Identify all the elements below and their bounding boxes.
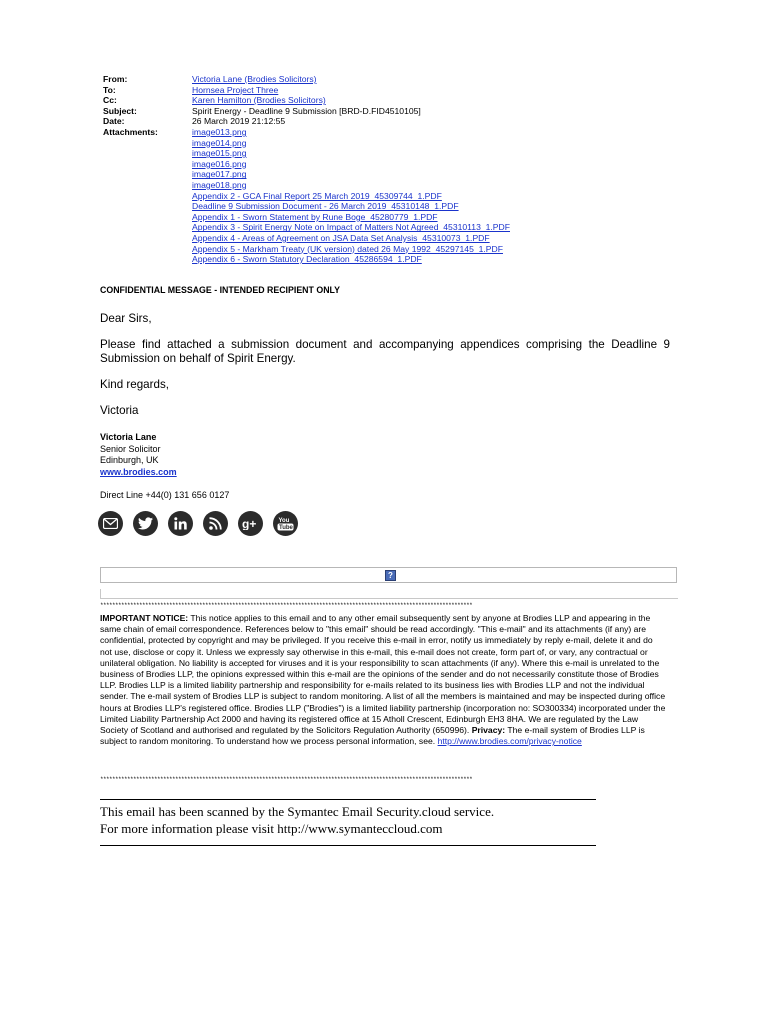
- message-body: [100, 312, 670, 418]
- attachment-link[interactable]: Appendix 3 - Spirit Energy Note on Impact of Matters Not Agreed_45310113_1.PDF: [192, 222, 510, 233]
- scan-line-2: For more information please visit http://www.symanteccloud.com: [100, 821, 443, 836]
- attachment-link[interactable]: image013.png: [192, 126, 247, 137]
- header-from-row: [103, 74, 703, 85]
- notice-heading: IMPORTANT NOTICE:: [100, 613, 189, 623]
- rss-icon[interactable]: [203, 511, 228, 536]
- svg-text:You: You: [278, 518, 290, 524]
- social-icons: [98, 511, 298, 536]
- to-link[interactable]: Hornsea Project Three: [192, 84, 279, 95]
- attachments-label: Attachments:: [103, 126, 158, 137]
- email-icon[interactable]: [98, 511, 123, 536]
- attachment-link[interactable]: image015.png: [192, 148, 247, 159]
- subject-value: Spirit Energy - Deadline 9 Submission [BRD-D.FID4510105]: [192, 105, 421, 116]
- stars-divider-bottom: ****************************************************************************************************************************: [100, 776, 473, 783]
- greeting: Dear Sirs,: [100, 312, 152, 325]
- privacy-link[interactable]: http://www.brodies.com/privacy-notice: [437, 736, 582, 747]
- header-date-row: [103, 116, 703, 127]
- notice-text: This notice applies to this email and to any other email subsequently sent by anyone at Brodies LLP and appearing in the same chain of email correspondence. References below to "this email" should be read accordingly. "This e-mail" and its attachments (if any) are confidential, protected by copyright and may be privileged. If you receive this e-mail in error, notify us immediately by reply e-mail, delete it and do not use, disclose or copy it. Unless we expressly say otherwise in this e-mail, this e-mail does not create, form part of, or vary, any contractual or unilateral obligation. No liability is accepted for viruses and it is your responsibility to scan attachments (if any). Where this e-mail is unrelated to the business of Brodies LLP, the opinions expressed within this e-mail are the opinions of the sender and do not necessarily constitute those of Brodies LLP. Brodies LLP is a limited liability partnership and responsibility for e-mails related to its business lies with Brodies LLP and not the individual sender. The e-mail system of Brodies LLP is subject to random monitoring. A list of all the members is maintained and may be inspected during office hours at Brodies LLP's registered office. Brodies LLP ("Brodies") is a limited liability partnership (incorporation no: SO300334) incorporated under the Limited Liability Partnership Act 2000 and having its registered office at 15 Atholl Crescent, Edinburgh EH3 8HA. We are regulated by the Law Society of Scotland and authorised and regulated by the Solicitors Regulation Authority (650996).: [100, 613, 666, 736]
- signature-title: Senior Solicitor: [100, 443, 161, 454]
- closing: Kind regards,: [100, 378, 169, 391]
- signoff: Victoria: [100, 404, 139, 417]
- broken-image-icon: ?: [385, 570, 396, 581]
- attachment-link[interactable]: Appendix 4 - Areas of Agreement on JSA Data Set Analysis_45310073_1.PDF: [192, 232, 490, 243]
- attachments-list: [192, 127, 703, 265]
- separator-line: [100, 845, 596, 846]
- attachment-link[interactable]: Appendix 1 - Sworn Statement by Rune Boge_45280779_1.PDF: [192, 211, 438, 222]
- attachment-link[interactable]: Appendix 5 - Markham Treaty (UK version) dated 26 May 1992_45297145_1.PDF: [192, 243, 503, 254]
- header-subject-row: [103, 106, 703, 117]
- stars-divider-top: ****************************************************************************************************************************: [100, 602, 473, 609]
- linkedin-icon[interactable]: [168, 511, 193, 536]
- attachment-link[interactable]: image016.png: [192, 158, 247, 169]
- attachment-link[interactable]: image014.png: [192, 137, 247, 148]
- youtube-icon[interactable]: [273, 511, 298, 536]
- attachment-link[interactable]: image018.png: [192, 179, 247, 190]
- privacy-text: The e-mail system of Brodies LLP is subject to random monitoring. To understand how we process personal information, see.: [100, 725, 645, 747]
- email-header: [103, 74, 703, 265]
- date-value: 26 March 2019 21:12:55: [192, 116, 286, 127]
- from-link[interactable]: Victoria Lane (Brodies Solicitors): [192, 74, 317, 84]
- direct-line: Direct Line +44(0) 131 656 0127: [100, 490, 230, 500]
- signature-name: Victoria Lane: [100, 432, 157, 442]
- broken-image-frame: [100, 567, 677, 583]
- header-attachments-row: [103, 127, 703, 265]
- twitter-icon[interactable]: [133, 511, 158, 536]
- cc-link[interactable]: Karen Hamilton (Brodies Solicitors): [192, 95, 326, 106]
- signature-location: Edinburgh, UK: [100, 455, 159, 465]
- attachment-link[interactable]: image017.png: [192, 169, 247, 180]
- date-label: Date:: [103, 116, 125, 127]
- google-plus-icon[interactable]: [238, 511, 263, 536]
- svg-text:Tube: Tube: [279, 525, 293, 531]
- subject-label: Subject:: [103, 105, 137, 116]
- important-notice: [100, 613, 666, 747]
- scan-line-1: This email has been scanned by the Symantec Email Security.cloud service.: [100, 804, 495, 819]
- svg-text:g+: g+: [242, 517, 257, 530]
- header-to-row: [103, 85, 703, 96]
- scan-notice: [100, 803, 494, 837]
- website-link[interactable]: www.brodies.com: [100, 466, 177, 477]
- privacy-heading: Privacy:: [471, 725, 506, 736]
- confidential-banner: CONFIDENTIAL MESSAGE - INTENDED RECIPIENT ONLY: [100, 285, 340, 295]
- header-cc-row: [103, 95, 703, 106]
- cc-label: Cc:: [103, 95, 117, 106]
- attachment-link[interactable]: Appendix 6 - Sworn Statutory Declaration_45286594_1.PDF: [192, 254, 422, 265]
- attachment-link[interactable]: Deadline 9 Submission Document - 26 March 2019_45310148_1.PDF: [192, 201, 459, 212]
- to-label: To:: [103, 84, 116, 95]
- divider: [100, 598, 678, 599]
- attachment-link[interactable]: Appendix 2 - GCA Final Report 25 March 2019_45309744_1.PDF: [192, 190, 442, 201]
- body-paragraph: Please find attached a submission document and accompanying appendices comprising the Deadline 9 Submission on behalf of Spirit Energy.: [100, 338, 670, 365]
- from-label: From:: [103, 74, 128, 84]
- separator-line: [100, 799, 596, 800]
- signature-block: [100, 432, 177, 478]
